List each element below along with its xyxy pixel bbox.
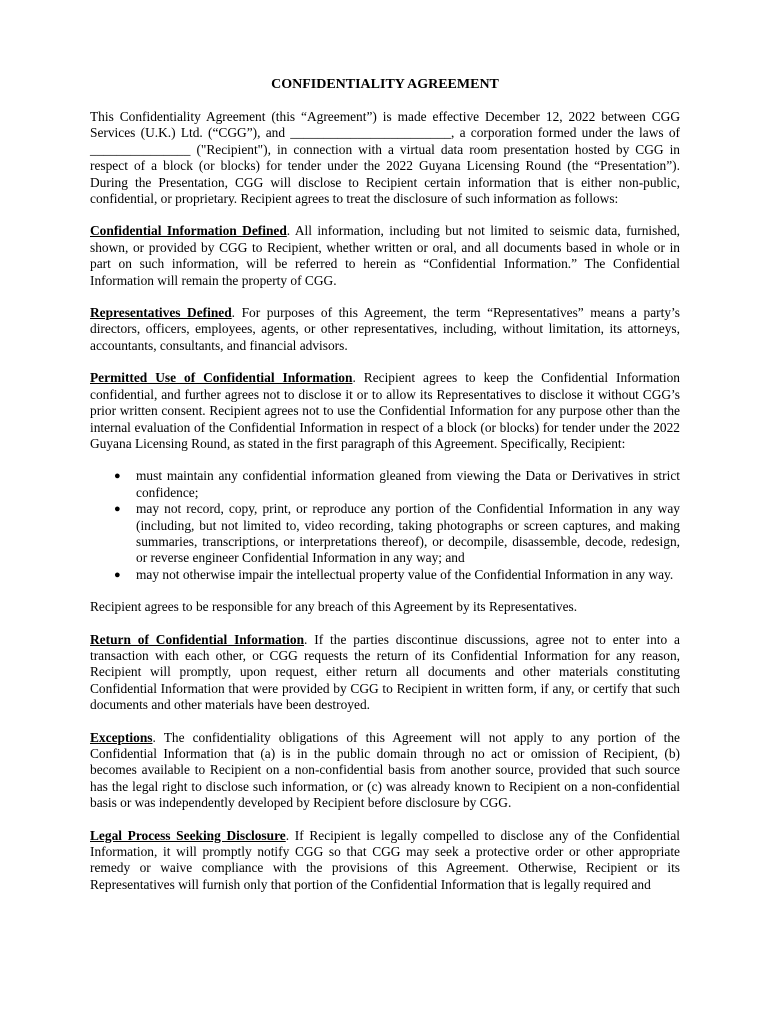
section-body: For purposes of this Agreement, the term “Representatives” means a party’s directors, officers, employees, agents, or other representatives, including, without limitation, its attorneys, accountants, consultants, and financial advisors.: [90, 305, 680, 353]
section-heading: Permitted Use of Confidential Information: [90, 370, 353, 386]
document-title: CONFIDENTIALITY AGREEMENT: [271, 77, 499, 92]
section-heading: Legal Process Seeking Disclosure: [90, 827, 286, 843]
bullet-dot-icon: ●: [114, 503, 121, 516]
permitted-use-bullet-list: [90, 468, 680, 583]
section-exceptions: [90, 730, 680, 812]
section-body: The confidentiality obligations of this Agreement will not apply to any portion of the Confidential Information that (a) is in the public domain through no act or omission of Recipient, (b) becomes available to Recipient on a non-confidential basis from another source, provided that such source has the legal right to disclose such information, or (c) was already known to Recipient on a non-confidential basis or was independently developed by Recipient before disclosure by CGG.: [90, 729, 680, 811]
representatives-responsibility-paragraph: Recipient agrees to be responsible for any breach of this Agreement by its Representatives.: [90, 599, 578, 615]
heading-period: .: [286, 223, 291, 239]
heading-period: .: [352, 370, 356, 386]
list-item-text: may not record, copy, print, or reproduce any portion of the Confidential Information in any way (including, but not limited to, video recording, taking photographs or screen captures, and making summaries, transcriptions, or interpretations thereof), or decompile, disassemble, decode, redesign, or reverse engineer Confidential Information in any way; and: [136, 501, 680, 566]
section-return-of-information: [90, 632, 680, 714]
section-legal-process: [90, 828, 680, 894]
bullet-dot-icon: ●: [114, 470, 121, 483]
section-confidential-information: [90, 223, 680, 289]
document-page: [90, 76, 680, 909]
list-item-text: must maintain any confidential information gleaned from viewing the Data or Derivatives in strict confidence;: [136, 468, 680, 500]
heading-period: .: [304, 631, 308, 647]
heading-period: .: [231, 305, 236, 321]
intro-paragraph: This Confidentiality Agreement (this “Agreement”) is made effective December 12, 2022 between CGG Services (U.K.) Ltd. (“CGG”), and ________________________, a corporation formed under the laws of _______________ ("Recipient"), in connection with a virtual data room presentation hosted by CGG in respect of a block (or blocks) for tender under the 2022 Guyana Licensing Round (the “Presentation”). During the Presentation, CGG will disclose to Recipient certain information that is either non-public, confidential, or proprietary. Recipient agrees to treat the disclosure of such information as follows:: [90, 109, 680, 207]
section-heading: Representatives Defined: [90, 305, 232, 321]
section-body: Recipient agrees to keep the Confidential Information confidential, and further agrees not to disclose it or to allow its Representatives to disclose it without CGG’s prior written consent. Recipient agrees not to use the Confidential Information for any purpose other than the internal evaluation of the Confidential Information in respect of a block (or blocks) for tender under the 2022 Guyana Licensing Round, as stated in the first paragraph of this Agreement. Specifically, Recipient:: [90, 370, 680, 451]
section-body: All information, including but not limited to seismic data, furnished, shown, or provided by CGG to Recipient, whether written or oral, and all documents based in whole or in part on such information, will be referred to herein as “Confidential Information.” The Confidential Information will remain the property of CGG.: [90, 223, 680, 288]
section-body: If the parties discontinue discussions, agree not to enter into a transaction with each other, or CGG requests the return of its Confidential Information for any reason, Recipient will promptly, upon request, either return all documents and other materials constituting Confidential Information that were provided by CGG to Recipient in written form, if any, or certify that such documents and other materials have been destroyed.: [90, 631, 680, 713]
section-heading: Exceptions: [90, 729, 153, 745]
list-item-text: may not otherwise impair the intellectual property value of the Confidential Information in any way.: [136, 566, 674, 582]
heading-period: .: [152, 729, 156, 745]
bullet-dot-icon: ●: [114, 568, 121, 581]
section-body: If Recipient is legally compelled to disclose any of the Confidential Information, it will promptly notify CGG so that CGG may seek a protective order or other appropriate remedy or waive compliance with the provisions of this Agreement. Otherwise, Recipient or its Representatives will furnish only that portion of the Confidential Information that is legally required and: [90, 827, 681, 892]
section-representatives: [90, 305, 680, 354]
heading-period: .: [285, 827, 290, 843]
list-item: [90, 501, 680, 567]
list-item: [90, 468, 680, 501]
list-item: [90, 567, 680, 583]
section-permitted-use: [90, 370, 680, 452]
section-heading: Confidential Information Defined: [90, 223, 287, 239]
section-heading: Return of Confidential Information: [90, 631, 305, 647]
